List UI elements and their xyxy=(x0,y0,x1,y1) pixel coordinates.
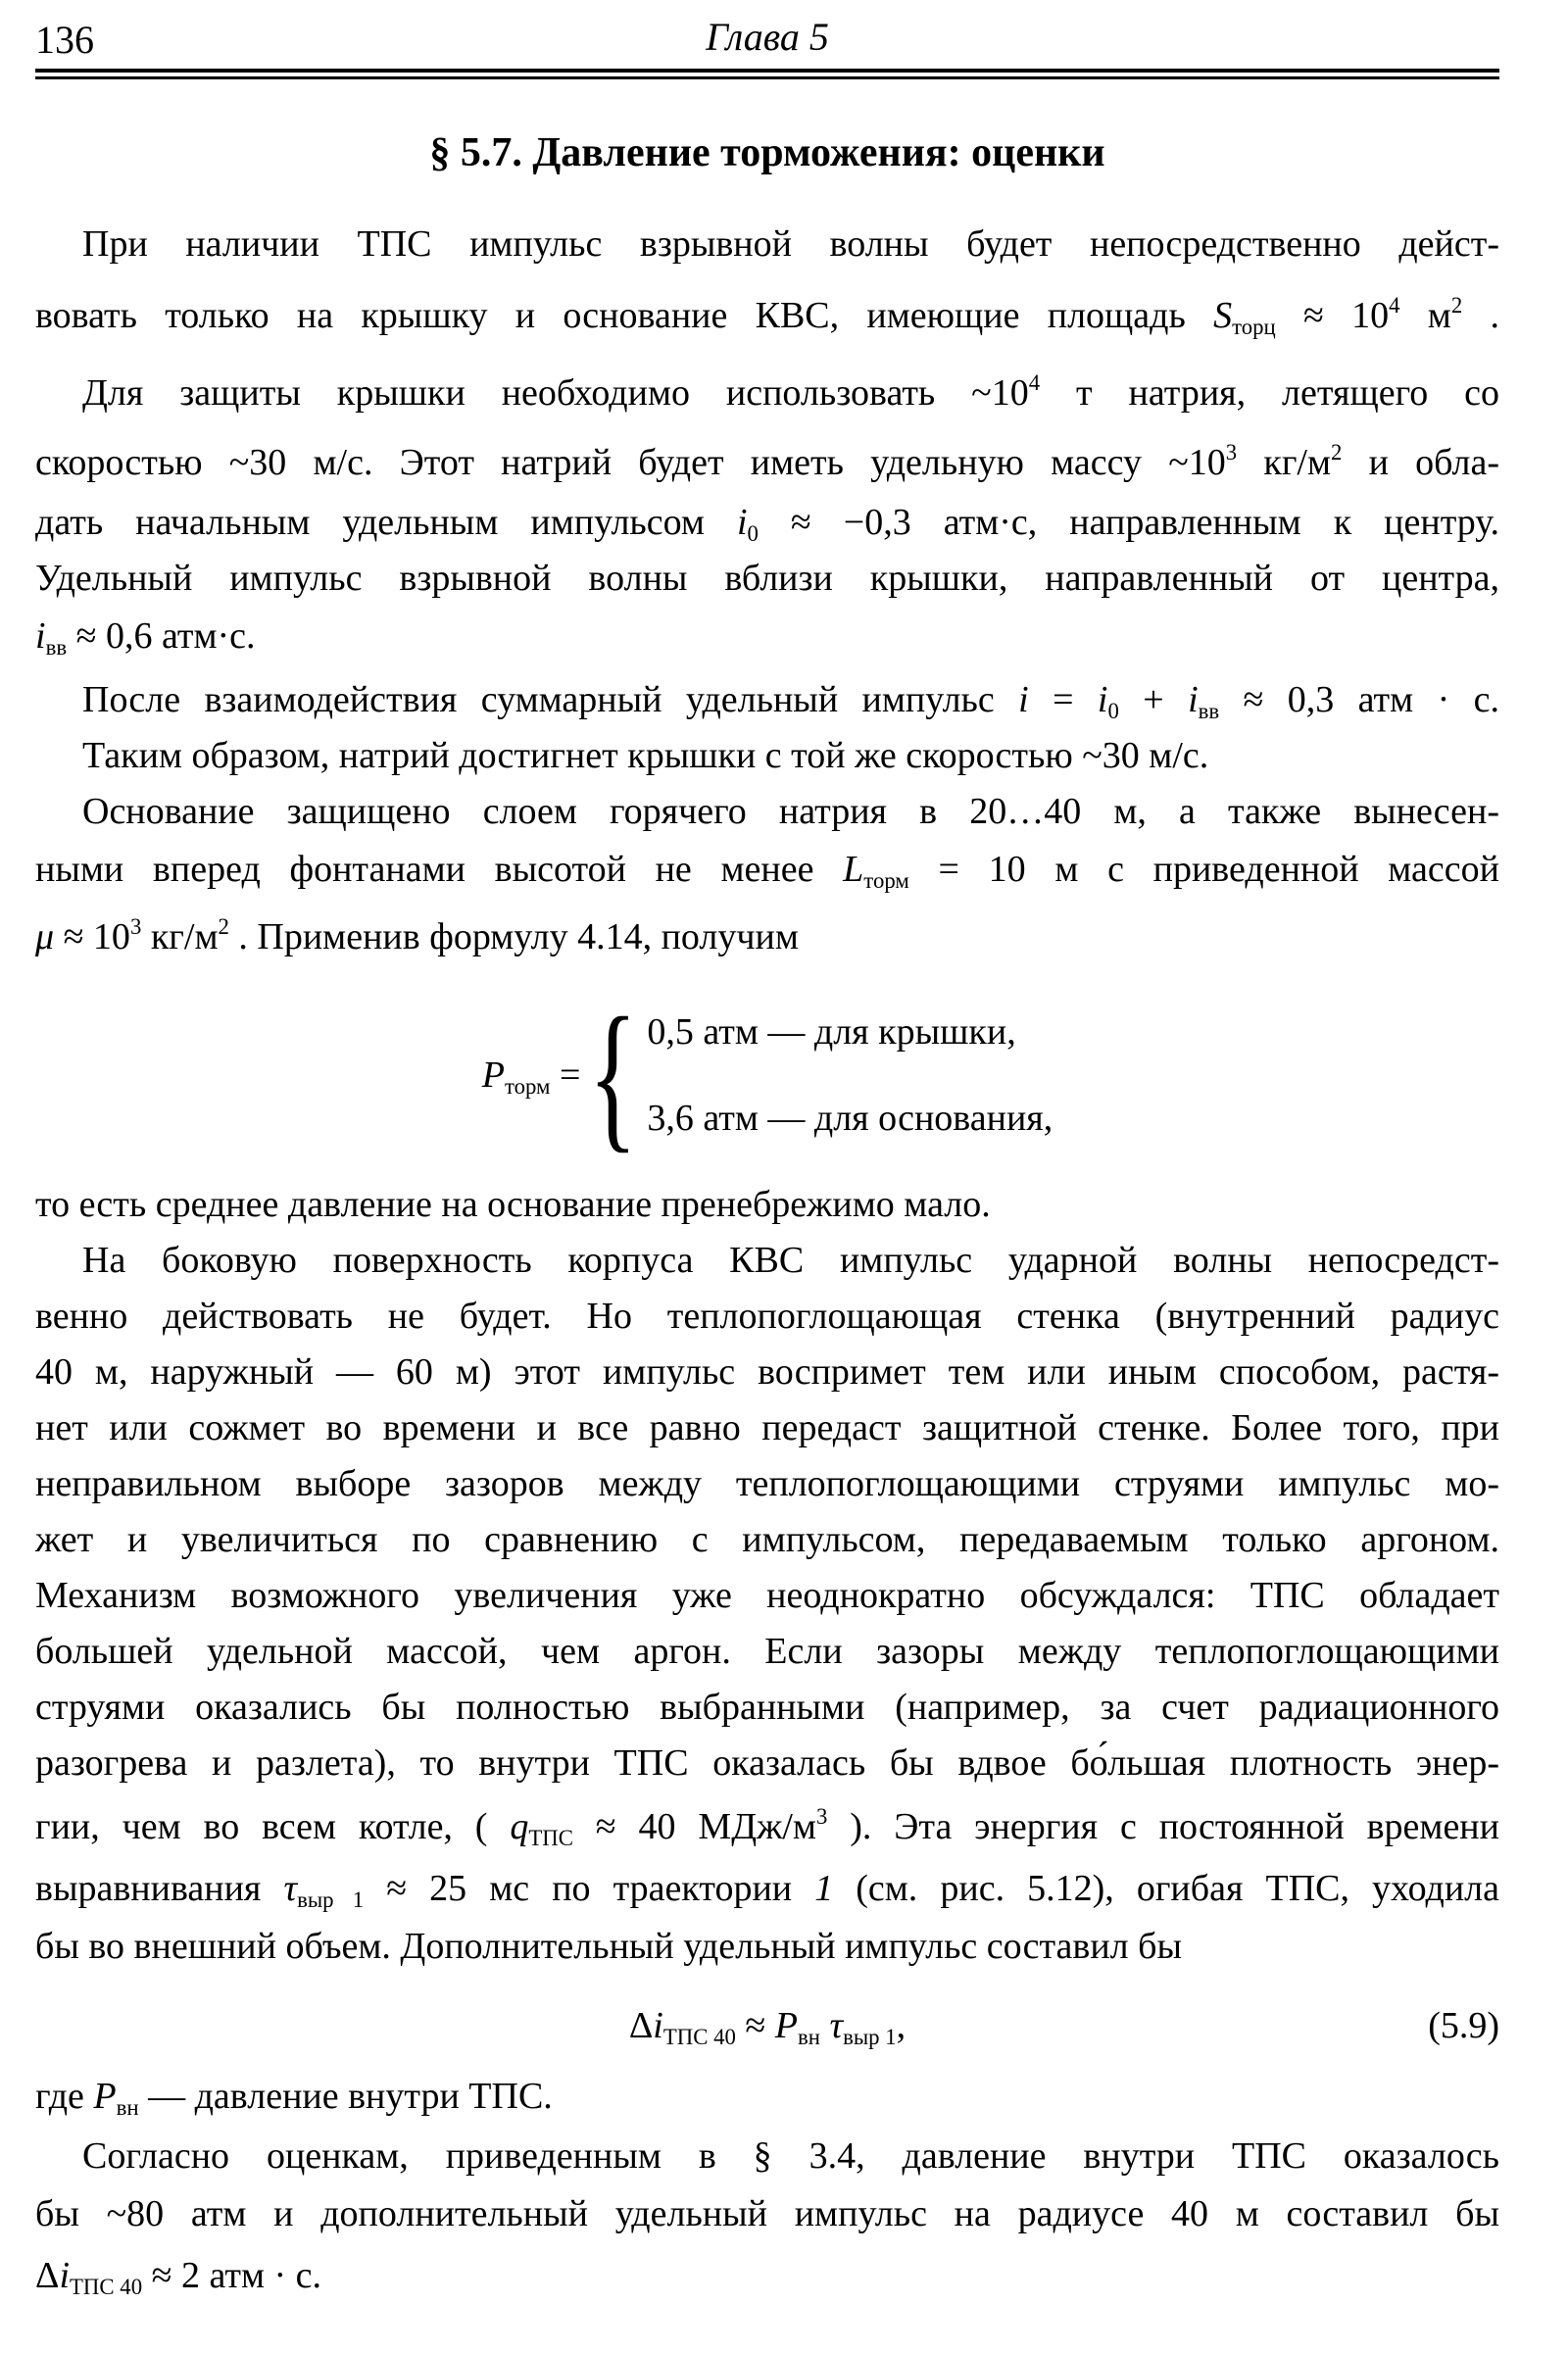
math-var: P xyxy=(774,2005,798,2046)
text-span: м xyxy=(1399,295,1451,336)
math-var: τ xyxy=(829,2005,844,2046)
text-span: скоростью ~30 м/с. Этот натрий будет иметь удельную массу ~10 xyxy=(35,442,1226,483)
text-line xyxy=(35,2129,1499,2184)
text-span: бы ~80 атм и дополнительный удельный импульс на радиусе 40 м составил бы xyxy=(35,2193,1499,2234)
text-line xyxy=(35,1345,1499,1400)
text-span: Удельный импульс взрывной волны вблизи крышки, направленный от центра, xyxy=(35,558,1499,599)
text-span: т натрия, летящего со xyxy=(1040,372,1499,414)
subscript: вн xyxy=(116,2094,139,2120)
text-span: ≈ 10 xyxy=(1275,295,1390,336)
text-span: выравнивания xyxy=(35,1868,284,1909)
subscript: вн xyxy=(798,2024,820,2049)
text-span: дать начальным удельным импульсом xyxy=(35,502,737,543)
text-line xyxy=(35,2069,1499,2125)
curly-brace: { xyxy=(588,983,638,1167)
text-line xyxy=(35,909,1499,965)
math-var: i xyxy=(35,615,46,657)
text-line xyxy=(35,842,1499,898)
text-line xyxy=(35,1456,1499,1512)
text-line xyxy=(35,2248,1499,2304)
text-span: , xyxy=(896,2005,906,2046)
text-span: где xyxy=(35,2076,94,2117)
subscript: 0 xyxy=(747,520,759,546)
superscript: 3 xyxy=(815,1804,828,1830)
text-line xyxy=(35,1624,1499,1680)
text-span: 0,5 атм — для крышки, xyxy=(647,1011,1016,1053)
chapter-running-title: Глава 5 xyxy=(706,15,829,59)
text-span: — давление внутри ТПС. xyxy=(138,2076,553,2117)
text-span: и обла- xyxy=(1342,442,1500,483)
text-line xyxy=(35,366,1499,421)
superscript: 2 xyxy=(218,914,229,940)
subscript: выр 1 xyxy=(843,2024,897,2049)
header-rule-divider xyxy=(35,69,1499,79)
text-line xyxy=(35,435,1499,491)
text-span: кг/м xyxy=(141,916,219,957)
text-span: (см. рис. 5.12), огибая ТПС, уходила xyxy=(833,1868,1499,1909)
text-span: нет или сожмет во времени и все равно передаст защитной стенке. Более того, при xyxy=(35,1407,1499,1448)
text-line xyxy=(35,551,1499,607)
text-line xyxy=(35,1400,1499,1456)
page-number: 136 xyxy=(35,18,94,62)
text-span: Δ xyxy=(35,2255,60,2296)
document-body xyxy=(35,217,1499,2304)
text-span: + xyxy=(1118,679,1189,720)
text-line xyxy=(35,1568,1499,1624)
equation-number: (5.9) xyxy=(1428,2005,1499,2046)
text-line xyxy=(35,2186,1499,2242)
section-title: § 5.7. Давление торможения: оценки xyxy=(429,130,1105,175)
superscript: 4 xyxy=(1028,370,1041,396)
text-span: 3,6 атм — для основания, xyxy=(647,1098,1054,1139)
superscript: 3 xyxy=(129,914,142,940)
text-span: 40 м, наружный — 60 м) этот импульс воспримет тем или иным способом, растя- xyxy=(35,1351,1499,1393)
text-span: . Применив формулу 4.14, получим xyxy=(228,916,799,957)
text-span: кг/м xyxy=(1237,442,1332,483)
math-var: L xyxy=(843,849,864,890)
math-var: S xyxy=(1213,295,1233,336)
superscript: 3 xyxy=(1225,440,1238,466)
formula-lhs xyxy=(482,1054,581,1097)
text-line xyxy=(35,1233,1499,1289)
text-line xyxy=(35,1919,1499,1975)
math-var: i xyxy=(1097,679,1108,720)
text-span: Для защиты крышки необходимо использовать ~10 xyxy=(82,372,1029,414)
text-line xyxy=(35,1177,1499,1233)
text-span: . xyxy=(1462,295,1500,336)
superscript: 2 xyxy=(1331,440,1343,466)
text-span: ≈ −0,3 атм·с, направленным к центру. xyxy=(758,502,1499,543)
text-span: На боковую поверхность корпуса КВС импульс ударной волны непосредст- xyxy=(82,1240,1499,1281)
superscript: 4 xyxy=(1389,293,1400,319)
text-span: ≈ 0,3 атм · с. xyxy=(1219,679,1499,720)
text-span: большей удельной массой, чем аргон. Если зазоры между теплопоглощающими xyxy=(35,1631,1499,1672)
numbered-equation xyxy=(35,1996,1499,2055)
text-span: ными вперед фонтанами высотой не менее xyxy=(35,849,844,890)
subscript: 0 xyxy=(1107,698,1119,723)
superscript: 2 xyxy=(1450,293,1463,319)
page-header xyxy=(35,12,1499,63)
text-span: разогрева и разлета), то внутри ТПС оказалась бы вдвое бо́льшая плотность энер- xyxy=(35,1742,1499,1784)
subscript: торм xyxy=(504,1073,551,1099)
text-line xyxy=(35,784,1499,840)
text-line xyxy=(35,495,1499,551)
text-span: Основание защищено слоем горячего натрия в 20…40 м, а также вынесен- xyxy=(82,791,1499,832)
text-span: = xyxy=(1028,679,1098,720)
math-var: 1 xyxy=(814,1868,834,1909)
math-var: P xyxy=(481,1054,505,1096)
formula-cases xyxy=(35,983,1499,1167)
subscript: ТПС xyxy=(528,1825,573,1850)
text-line xyxy=(35,217,1499,272)
text-line xyxy=(35,1861,1499,1917)
text-span: ≈ xyxy=(735,2005,775,2046)
text-span: неправильном выборе зазоров между теплопоглощающими струями импульс мо- xyxy=(35,1463,1499,1504)
text-span: После взаимодействия суммарный удельный импульс xyxy=(82,679,1019,720)
text-span: гии, чем во всем котле, ( xyxy=(35,1806,511,1847)
text-span: ≈ 10 xyxy=(54,916,130,957)
math-var: i xyxy=(1018,679,1029,720)
subscript: торм xyxy=(863,867,909,893)
text-span: жет и увеличиться по сравнению с импульсом, передаваемым только аргоном. xyxy=(35,1519,1499,1560)
text-line xyxy=(35,1799,1499,1855)
text-line xyxy=(35,1736,1499,1791)
text-span: Механизм возможного увеличения уже неоднократно обсуждался: ТПС обладает xyxy=(35,1575,1499,1616)
text-span: ). Эта энергия с постоянной времени xyxy=(827,1806,1499,1847)
text-span: Δ xyxy=(628,2005,654,2046)
text-span: = 10 м с приведенной массой xyxy=(908,849,1499,890)
subscript: ТПС 40 xyxy=(70,2274,143,2299)
text-line xyxy=(35,1680,1499,1736)
case-row xyxy=(647,989,1053,1075)
math-var: i xyxy=(59,2255,70,2296)
text-span: венно действовать не будет. Но теплопоглощающая стенка (внутренний радиус xyxy=(35,1296,1499,1337)
math-var: τ xyxy=(283,1868,298,1909)
case-row xyxy=(647,1075,1053,1161)
math-var: q xyxy=(510,1806,529,1847)
text-span: ≈ 40 МДж/м xyxy=(572,1806,816,1847)
equation-body xyxy=(628,2005,906,2049)
text-span: При наличии ТПС импульс взрывной волны будет непосредственно дейст- xyxy=(82,223,1499,265)
math-var: i xyxy=(653,2005,663,2046)
text-line xyxy=(35,609,1499,664)
text-line xyxy=(35,1289,1499,1345)
text-span: Согласно оценкам, приведенным в § 3.4, давление внутри ТПС оказалось xyxy=(82,2135,1499,2177)
text-span: бы во внешний объем. Дополнительный удельный импульс составил бы xyxy=(35,1926,1183,1967)
formula-cases-rows xyxy=(647,989,1053,1161)
text-span: Таким образом, натрий достигнет крышки с той же скоростью ~30 м/с. xyxy=(82,735,1209,776)
text-span: то есть среднее давление на основание пренебрежимо мало. xyxy=(35,1184,991,1225)
text-span: струями оказались бы полностью выбранными (например, за счет радиационного xyxy=(35,1687,1499,1728)
text-line xyxy=(35,1512,1499,1568)
text-line xyxy=(35,672,1499,728)
text-span: ≈ 25 мс по траектории xyxy=(364,1868,815,1909)
math-var: i xyxy=(736,502,748,543)
subscript: выр 1 xyxy=(297,1887,365,1912)
math-var: P xyxy=(93,2076,117,2117)
math-var: i xyxy=(1188,679,1199,720)
subscript: вв xyxy=(1198,698,1220,723)
text-line xyxy=(35,728,1499,784)
text-span: ≈ 2 атм · с. xyxy=(142,2255,322,2296)
math-var: μ xyxy=(35,916,55,957)
text-line xyxy=(35,288,1499,344)
text-span: вовать только на крышку и основание КВС, имеющие площадь xyxy=(35,295,1214,336)
subscript: торц xyxy=(1232,314,1276,339)
text-span: ≈ 0,6 атм·с. xyxy=(67,615,256,657)
text-span: = xyxy=(550,1054,581,1096)
subscript: ТПС 40 xyxy=(662,2024,736,2049)
subscript: вв xyxy=(45,634,68,660)
